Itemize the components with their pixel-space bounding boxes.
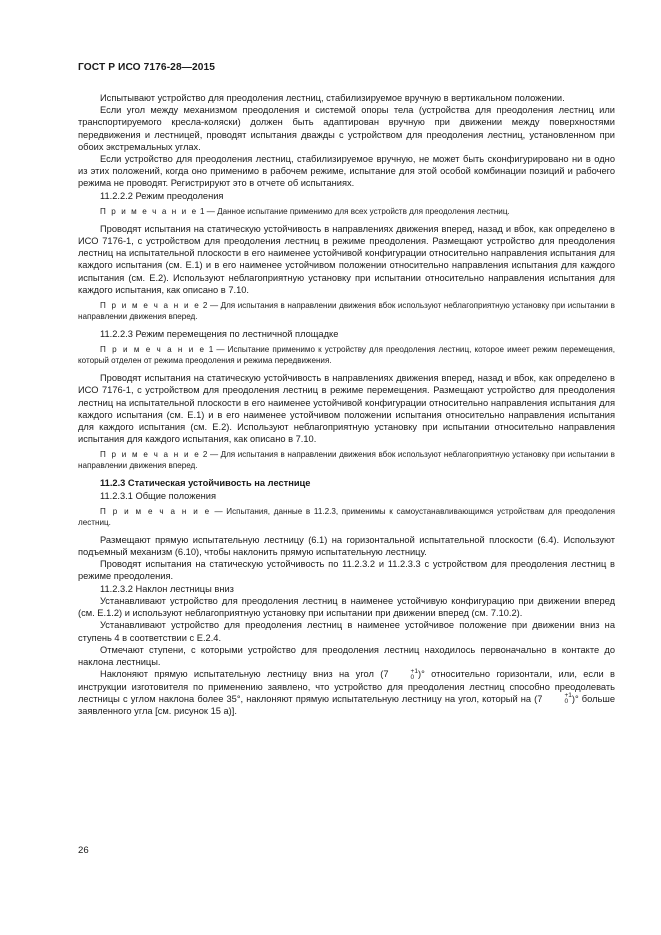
section-heading: 11.2.3.2 Наклон лестницы вниз	[100, 583, 234, 594]
document-header: ГОСТ Р ИСО 7176-28—2015	[78, 62, 216, 73]
paragraph: Если устройство для преодоления лестниц, стабилизируемое вручную, не может быть сконфигурировано ни в одно из этих положений, когда оно применимо в рабочем режиме, испытание для этой особой комбинации позиций и рабочего режима не проводят. Регистрируют это в отчете об испытаниях.	[78, 154, 615, 189]
paragraph: Проводят испытания на статическую устойчивость в направлениях движения вперед, назад и вбок, как определено в ИСО 7176-1, с устройством для преодоления лестниц в режиме перемещения. Размещают устройство для преодоления лестниц на испытательной плоскости в его наименее устойчивой конфигурации относительно направления испытания для каждого испытания (см. Е.1) и в его наименее устойчивом положении испытания относительно направления испытания для каждого испытания (см. Е.2). Используют неблагоприятную установку при испытании относительно направления испытания для каждого испытания, как описано в 7.10.	[78, 373, 615, 445]
note-text: 2 — Для испытания в направлении движения вбок используют неблагоприятную установку при испытании в направлении движения вперед.	[78, 301, 615, 322]
note-text: 1 — Испытание применимо к устройству для преодоления лестниц, которое имеет режим перемещения, который отделен от режима преодоления и режима передвижения.	[78, 345, 615, 366]
section-heading: 11.2.2.3 Режим перемещения по лестничной площадке	[100, 329, 339, 340]
paragraph-text: Наклоняют прямую испытательную лестницу вниз на угол (7	[100, 669, 389, 680]
note-label: П р и м е ч а н и е	[100, 206, 198, 216]
section-heading: 11.2.3.1 Общие положения	[100, 490, 216, 501]
note-label: П р и м е ч а н и е	[100, 345, 206, 355]
note-text: 1 — Данное испытание применимо для всех устройств для преодоления лестниц.	[197, 206, 510, 216]
note	[78, 506, 615, 528]
paragraph: Устанавливают устройство для преодоления лестниц в наименее устойчивую конфигурацию при движении вперед (см. Е.1.2) и используют неблагоприятную установку при испытании при движении вперед (см. 7.10.2).	[78, 595, 615, 619]
paragraph: Проводят испытания на статическую устойчивость в направлениях движения вперед, назад и вбок, как определено в ИСО 7176-1, с устройством для преодоления лестниц в режиме преодоления. Размещают устройство для преодоления лестниц на испытательной плоскости в его наименее устойчивой конфигурации относительно направления испытания для каждого испытания (см. Е.1) и в его наименее устойчивом положении относительно направления испытания для каждого испытания (см. Е.2). Используют неблагоприятную установку при испытании относительно направления испытания для каждого испытания, как описано в 7.10.	[78, 223, 615, 295]
paragraph-text: )° больше заявленного угла [см. рисунок 15 а)].	[78, 693, 615, 717]
note-text: 2 — Для испытания в направлении движения вбок используют неблагоприятную установку при испытании в направлении движения вперед.	[78, 450, 615, 471]
section-heading: 11.2.3 Статическая устойчивость на лестнице	[100, 478, 311, 489]
paragraph: Испытывают устройство для преодоления лестниц, стабилизируемое вручную в вертикальном положении.	[100, 93, 565, 103]
note-label: П р и м е ч а н и е	[100, 450, 201, 460]
note-text: — Испытания, данные в 11.2.3, применимы к самоустанавливающимся устройствам для преодоления лестниц.	[78, 506, 615, 527]
section-heading: 11.2.2.2 Режим преодоления	[100, 190, 224, 201]
paragraph: Устанавливают устройство для преодоления лестниц в наименее устойчивое положение при движении вниз на ступень 4 в соответствии с Е.2.4.	[78, 620, 615, 643]
note	[78, 449, 615, 471]
page-content	[78, 92, 615, 718]
note	[78, 344, 615, 366]
tolerance-upper: +1	[564, 692, 572, 700]
paragraph-text: )° относительно горизонтали, или, если в инструкции изготовителя по применению заявлено, что устройство для преодоления лестниц способно преодолевать лестницы с углом наклона более 35°, наклоняют прямую испытательную лестницу на угол, который на (7	[78, 669, 615, 704]
paragraph: Размещают прямую испытательную лестницу (6.1) на горизонтальной испытательной плоскости (6.4). Используют подъемный механизм (6.10), чтобы наклонить прямую испытательную лестницу.	[78, 534, 615, 558]
tolerance-lower: 0	[410, 673, 415, 681]
paragraph: Проводят испытания на статическую устойчивость по 11.2.3.2 и 11.2.3.3 с устройством для преодоления лестниц в режиме преодоления.	[78, 559, 615, 582]
tolerance-lower: 0	[564, 698, 569, 706]
tolerance	[542, 693, 571, 705]
tolerance-upper: +1	[410, 667, 418, 675]
note	[78, 206, 615, 217]
paragraph	[78, 668, 615, 718]
tolerance	[389, 669, 418, 681]
note	[78, 300, 615, 322]
paragraph: Если угол между механизмом преодоления и системой опоры тела (устройства для преодоления лестниц или транспортируемого кресла-коляски) должен быть адаптирован вручную при движении между поверхностями передвижения и лестницей, проводят испытания дважды с устройством для преодоления лестниц, установленном при обоих экстремальных углах.	[78, 105, 615, 152]
note-label: П р и м е ч а н и е	[100, 506, 211, 516]
page-number: 26	[78, 845, 89, 856]
note-label: П р и м е ч а н и е	[100, 301, 201, 311]
paragraph: Отмечают ступени, с которыми устройство для преодоления лестниц находилось первоначально в контакте до наклона лестницы.	[78, 644, 615, 667]
